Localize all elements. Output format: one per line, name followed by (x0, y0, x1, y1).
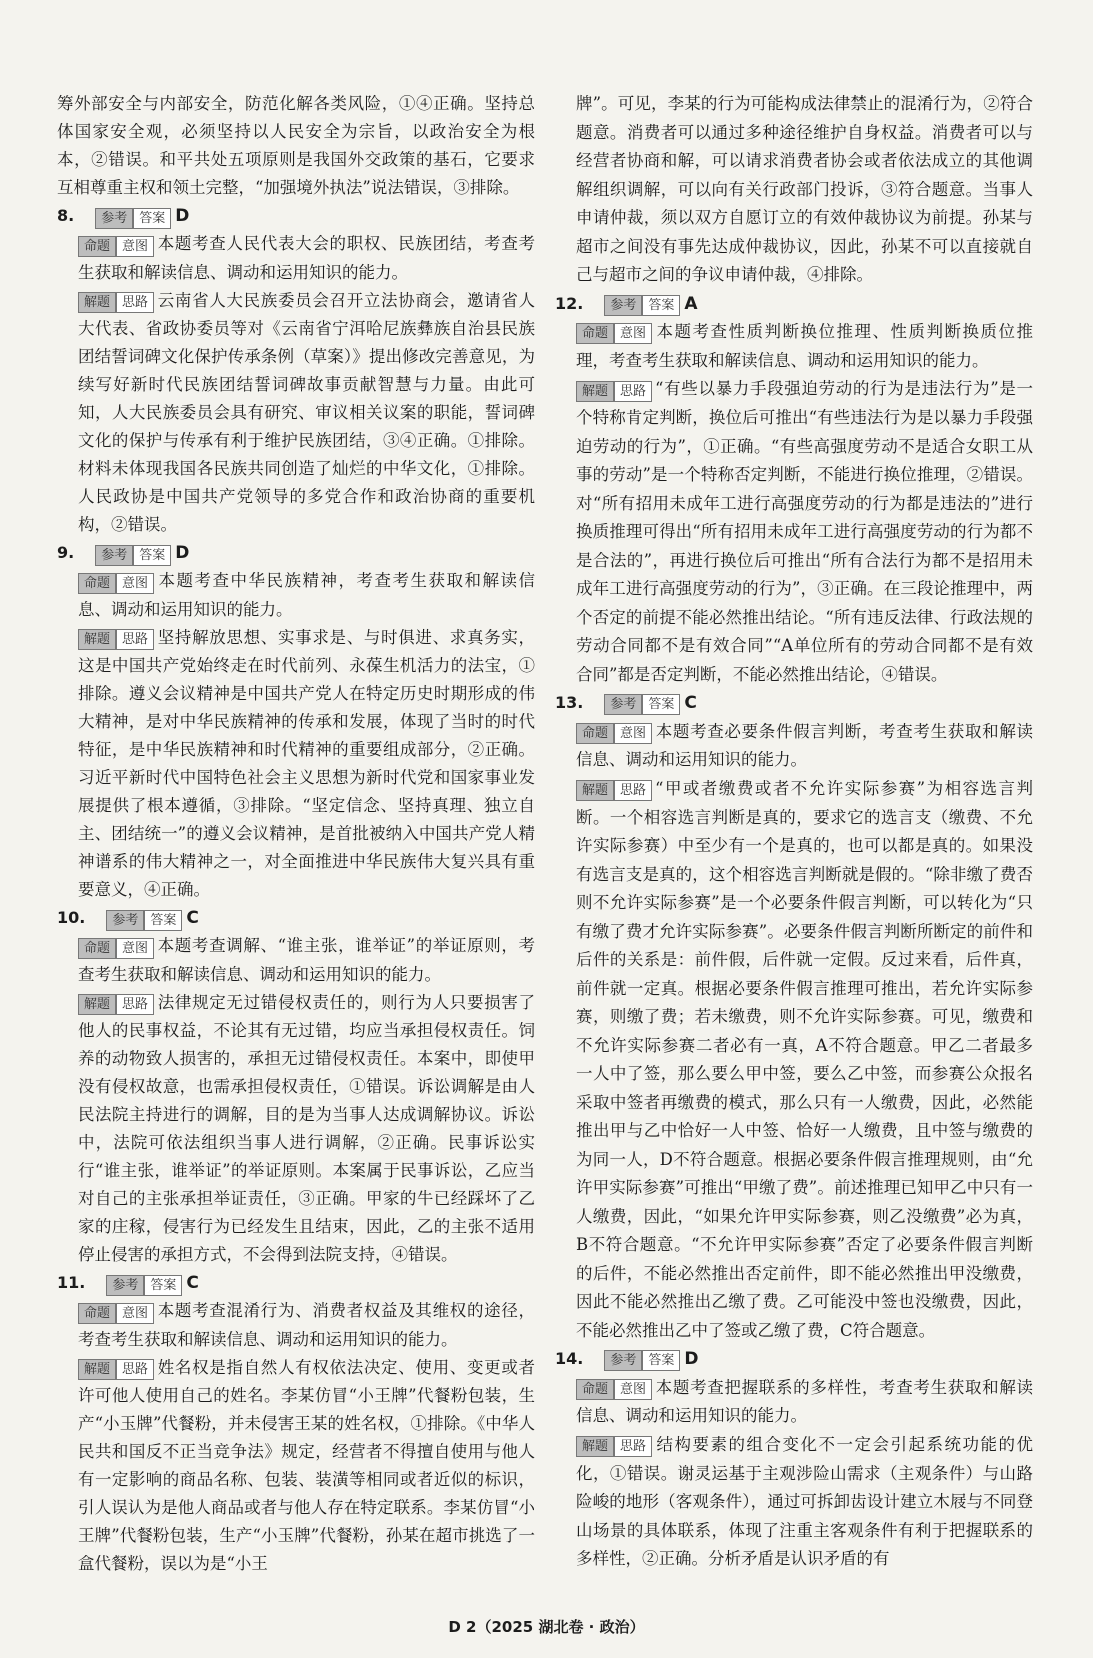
question-number: 11. (57, 1273, 86, 1292)
q13-intent: 命题 意图 本题考查必要条件假言判断，考查考生获取和解读信息、调动和运用知识的能力。 (576, 718, 1033, 775)
approach-tag: 解题 思路 (78, 989, 154, 1017)
answer-tag: 参考 答案 (95, 540, 171, 568)
q14-approach: 解题 思路 结构要素的组合变化不一定会引起系统功能的优化，①错误。谢灵运基于主观涉险山需求（主观条件）与山路险峻的地形（客观条件），通过可拆卸齿设计建立木屐与不同登山场景的具体联系，体现了注重主客观条件有利于把握联系的多样性，②正确。分析矛盾是认识矛盾的有 (576, 1431, 1033, 1574)
q14-answer-line (555, 1345, 1033, 1374)
q12-answer-line (555, 290, 1033, 319)
answer-letter: D (175, 543, 190, 563)
right-column (555, 90, 1033, 1574)
q10-intent: 命题 意图 本题考查调解、“谁主张，谁举证”的举证原则，考查考生获取和解读信息、调动和运用知识的能力。 (78, 932, 535, 989)
answer-tag: 参考 答案 (95, 203, 171, 231)
approach-tag: 解题 思路 (78, 624, 154, 652)
answer-letter: C (186, 1273, 199, 1293)
answer-tag: 参考 答案 (604, 290, 680, 319)
approach-tag: 解题 思路 (78, 1354, 154, 1382)
intent-tag: 命题 意图 (576, 1374, 652, 1403)
question-number: 14. (555, 1349, 584, 1368)
answer-letter: C (186, 908, 199, 928)
answer-tag: 参考 答案 (106, 1270, 182, 1298)
approach-tag: 解题 思路 (576, 775, 652, 804)
answer-letter: D (684, 1349, 699, 1369)
q8-approach: 解题 思路 云南省人大民族委员会召开立法协商会，邀请省人大代表、省政协委员等对《云南省宁洱哈尼族彝族自治县民族团结誓词碑文化保护传承条例（草案）》提出修改完善意见，为续写好新时代民族团结誓词碑故事贡献智慧与力量。由此可知，人大民族委员会具有研究、审议相关议案的职能，誓词碑文化的保护与传承有利于维护民族团结，③④正确。①排除。材料未体现我国各民族共同创造了灿烂的中华文化，①排除。人民政协是中国共产党领导的多党合作和政治协商的重要机构，②错误。 (78, 287, 535, 540)
page-footer: D 2（2025 湖北卷 · 政治） (448, 1618, 645, 1636)
left-column (57, 90, 535, 1578)
intent-tag: 命题 意图 (576, 318, 652, 347)
answer-letter: C (684, 693, 697, 713)
q11-intent: 命题 意图 本题考查混淆行为、消费者权益及其维权的途径，考查考生获取和解读信息、调动和运用知识的能力。 (78, 1297, 535, 1354)
intent-tag: 命题 意图 (576, 718, 652, 747)
intro-paragraph: 筹外部安全与内部安全，防范化解各类风险，①④正确。坚持总体国家安全观，必须坚持以人民安全为宗旨，以政治安全为根本，②错误。和平共处五项原则是我国外交政策的基石，它要求互相尊重主权和领土完整，“加强境外执法”说法错误，③排除。 (57, 94, 535, 197)
answer-tag: 参考 答案 (604, 1345, 680, 1374)
approach-tag: 解题 思路 (78, 287, 154, 315)
question-number: 10. (57, 908, 86, 927)
q13-approach: 解题 思路 “甲或者缴费或者不允许实际参赛”为相容选言判断。一个相容选言判断是真的，要求它的选言支（缴费、不允许实际参赛）中至少有一个是真的，也可以都是真的。如果没有选言支是真的，这个相容选言判断就是假的。“除非缴了费否则不允许实际参赛”是一个必要条件假言判断，可以转化为“只有缴了费才允许实际参赛”。必要条件假言判断所断定的前件和后件的关系是：前件假，后件就一定假。反过来看，后件真，前件就一定真。根据必要条件假言推理可推出，若允许实际参赛，则缴了费；若未缴费，则不允许实际参赛。可见，缴费和不允许实际参赛二者必有一真，A不符合题意。甲乙二者最多一人中了签，那么要么甲中签，要么乙中签，而参赛公众报名采取中签者再缴费的模式，那么只有一人缴费，因此，必然能推出甲与乙中恰好一人中签、恰好一人缴费，且中签与缴费的为同一人，D不符合题意。根据必要条件假言推理规则，由“允许甲实际参赛”可推出“甲缴了费”。前述推理已知甲乙中只有一人缴费，因此，“如果允许甲实际参赛，则乙没缴费”必为真，B不符合题意。“不允许甲实际参赛”否定了必要条件假言判断的后件，不能必然推出否定前件，即不能必然推出甲没缴费，因此不能必然推出乙缴了费。乙可能没中签也没缴费，因此，不能必然推出乙中了签或乙缴了费，C符合题意。 (576, 775, 1033, 1345)
question-number: 12. (555, 293, 584, 313)
q11-approach: 解题 思路 姓名权是指自然人有权依法决定、使用、变更或者许可他人使用自己的姓名。李某仿冒“小王牌”代餐粉包装，生产“小玉牌”代餐粉，并未侵害王某的姓名权，①排除。《中华人民共和国反不正当竞争法》规定，经营者不得擅自使用与他人有一定影响的商品名称、包装、装潢等相同或者近似的标识，引人误认为是他人商品或者与他人存在特定联系。李某仿冒“小王牌”代餐粉包装，生产“小玉牌”代餐粉，孙某在超市挑选了一盒代餐粉，误以为是“小王 (78, 1354, 535, 1579)
q10-approach: 解题 思路 法律规定无过错侵权责任的，则行为人只要损害了他人的民事权益，不论其有无过错，均应当承担侵权责任。饲养的动物致人损害的，承担无过错侵权责任。本案中，即使甲没有侵权故意，也需承担侵权责任，①错误。诉讼调解是由人民法院主持进行的调解，目的是为当事人达成调解协议。诉讼中，法院可依法组织当事人进行调解，②正确。民事诉讼实行“谁主张，谁举证”的举证原则。本案属于民事诉讼，乙应当对自己的主张承担举证责任，③正确。甲家的牛已经踩坏了乙家的庄稼，侵害行为已经发生且结束，因此，乙的主张不适用停止侵害的承担方式，不会得到法院支持，④错误。 (78, 989, 535, 1270)
q8-answer-line (57, 202, 535, 230)
answer-tag: 参考 答案 (106, 905, 182, 933)
answer-letter: D (175, 206, 190, 226)
q9-answer-line (57, 539, 535, 567)
answer-tag: 参考 答案 (604, 689, 680, 718)
intent-tag: 命题 意图 (78, 568, 154, 596)
q11-answer-line (57, 1269, 535, 1297)
q13-answer-line (555, 689, 1033, 718)
answer-letter: A (684, 293, 698, 314)
q11-approach-continued: 牌”。可见，李某的行为可能构成法律禁止的混淆行为，②符合题意。消费者可以通过多种途径维护自身权益。消费者可以与经营者协商和解，可以请求消费者协会或者依法成立的其他调解组织调解，可以向有关行政部门投诉，③符合题意。当事人申请仲裁，须以双方自愿订立的有效仲裁协议为前提。孙某与超市之间没有事先达成仲裁协议，因此，孙某不可以直接就自己与超市之间的争议申请仲裁，④排除。 (576, 94, 1033, 284)
q9-approach: 解题 思路 坚持解放思想、实事求是、与时俱进、求真务实，这是中国共产党始终走在时代前列、永葆生机活力的法宝，①排除。遵义会议精神是中国共产党人在特定历史时期形成的伟大精神，是对中华民族精神的传承和发展，体现了当时的时代特征，是中华民族精神和时代精神的重要组成部分，②正确。习近平新时代中国特色社会主义思想为新时代党和国家事业发展提供了根本遵循，③排除。“坚定信念、坚持真理、独立自主、团结统一”的遵义会议精神，是首批被纳入中国共产党人精神谱系的伟大精神之一，对全面推进中华民族伟大复兴具有重要意义，④正确。 (78, 624, 535, 905)
approach-tag: 解题 思路 (576, 376, 652, 405)
intent-tag: 命题 意图 (78, 231, 154, 259)
approach-tag: 解题 思路 (576, 1431, 652, 1460)
intent-tag: 命题 意图 (78, 933, 154, 961)
q12-approach: 解题 思路 “有些以暴力手段强迫劳动的行为是违法行为”是一个特称肯定判断，换位后可推出“有些违法行为是以暴力手段强迫劳动的行为”，①正确。“有些高强度劳动不是适合女职工从事的劳动”是一个特称否定判断，不能进行换位推理，②错误。对“所有招用未成年工进行高强度劳动的行为都是违法的”进行换质推理可得出“所有招用未成年工进行高强度劳动的行为都不是合法的”，再进行换位后可推出“所有合法行为都不是招用未成年工进行高强度劳动的行为”，③正确。在三段论推理中，两个否定的前提不能必然推出结论。“所有违反法律、行政法规的劳动合同都不是有效合同”“A单位所有的劳动合同都不是有效合同”都是否定判断，不能必然推出结论，④错误。 (576, 375, 1033, 689)
q8-intent: 命题 意图 本题考查人民代表大会的职权、民族团结，考查考生获取和解读信息、调动和运用知识的能力。 (78, 230, 535, 287)
q9-intent: 命题 意图 本题考查中华民族精神，考查考生获取和解读信息、调动和运用知识的能力。 (78, 567, 535, 624)
q14-intent: 命题 意图 本题考查把握联系的多样性，考查考生获取和解读信息、调动和运用知识的能力。 (576, 1374, 1033, 1431)
q12-intent: 命题 意图 本题考查性质判断换位推理、性质判断换质位推理，考查考生获取和解读信息、调动和运用知识的能力。 (576, 318, 1033, 375)
question-number: 13. (555, 693, 584, 712)
intent-tag: 命题 意图 (78, 1298, 154, 1326)
q10-answer-line (57, 904, 535, 932)
question-number: 9. (57, 543, 75, 562)
question-number: 8. (57, 206, 75, 225)
